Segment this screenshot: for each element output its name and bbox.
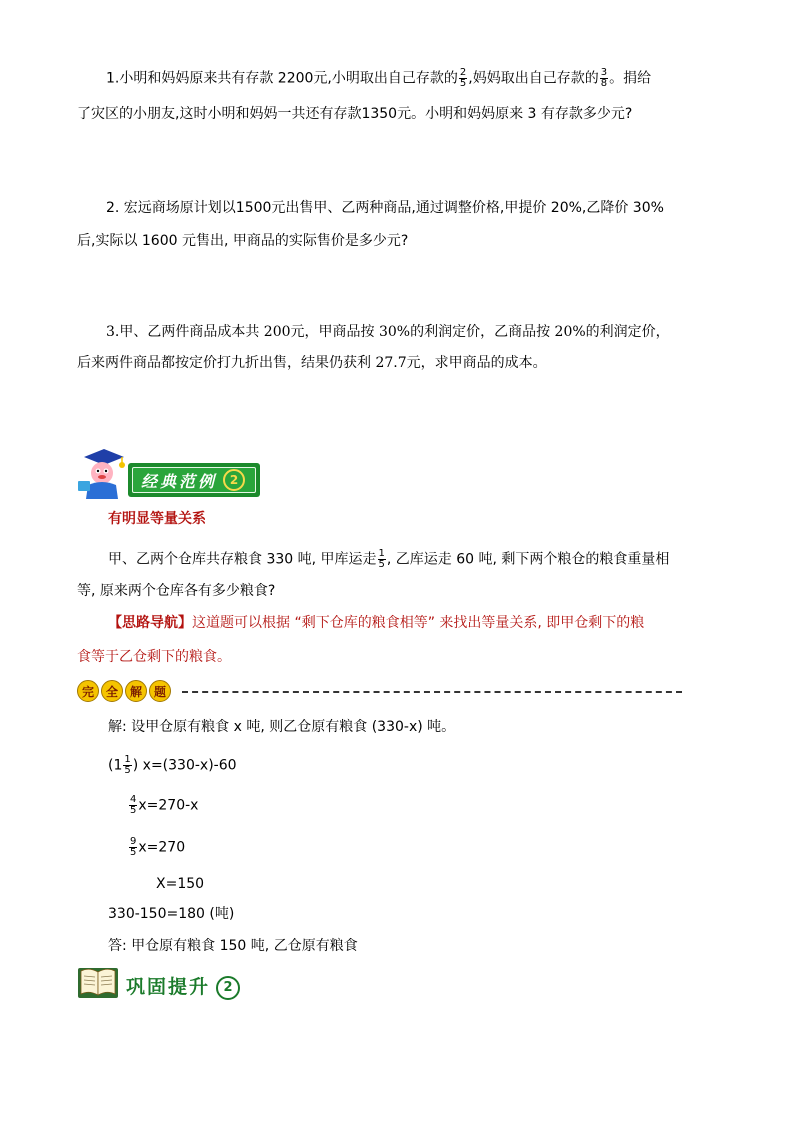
example-question-text-b: , 乙库运走 60 吨, 剩下两个粮仓的粮食重量相 [386, 551, 670, 568]
equation-3: $\frac{9}{5}$ x=270 [130, 836, 186, 858]
equation-2: $\frac{4}{5}$ x=270-x [130, 794, 199, 816]
fraction-eq1: $\frac{1}{5}$ [124, 754, 131, 776]
divider-dashed [182, 691, 682, 693]
mascot-graduate-icon [74, 445, 128, 499]
hint-line-1 [108, 616, 644, 630]
badge-char-4: 题 [149, 680, 171, 702]
practice-number: 2 [216, 976, 240, 1000]
problem-2-line-1: 2. 宏远商场原计划以1500元出售甲、乙两种商品,通过调整价格,甲提价 20%,乙降价 30% [106, 200, 664, 216]
fraction-eq3: $\frac{9}{5}$ [130, 836, 137, 858]
problem-3-line-2: 后来两件商品都按定价打九折出售，结果仍获利 27.7元，求甲商品的成本。 [77, 355, 547, 371]
problem-1-text-b: ,妈妈取出自己存款的 [468, 70, 599, 87]
badge-char-1: 完 [77, 680, 99, 702]
solution-line-1: 解: 设甲仓原有粮食 x 吨, 则乙仓原有粮食 (330-x) 吨。 [108, 719, 456, 735]
answer-line: 答: 甲仓原有粮食 150 吨, 乙仓原有粮食 [108, 938, 358, 954]
equation-1: (1 $\frac{1}{5}$ ) x=(330-x)-60 [108, 754, 237, 776]
badge-char-2: 全 [101, 680, 123, 702]
practice-label: 巩固提升 [126, 976, 211, 998]
equation-4: X=150 [156, 876, 205, 892]
example-banner-label: 经典范例 [141, 471, 218, 491]
problem-1-line-2: 了灾区的小朋友,这时小明和妈妈一共还有存款1350元。小明和妈妈原来 3 有存款多少元? [77, 106, 633, 122]
hint-text-a: 这道题可以根据 “剩下仓库的粮食相等” 来找出等量关系, 即甲仓剩下的粮 [192, 615, 645, 631]
equation-5: 330-150=180 (吨) [108, 906, 235, 922]
hint-line-2: 食等于乙仓剩下的粮食。 [77, 649, 231, 665]
practice-heading [126, 972, 240, 1000]
hint-label: 【思路导航】 [108, 615, 192, 631]
problem-1-text-a: 1.小明和妈妈原来共有存款 2200元,小明取出自己存款的 [106, 70, 458, 87]
example-question-line-2: 等, 原来两个仓库各有多少粮食? [77, 583, 276, 599]
full-solution-badge [77, 680, 179, 702]
example-question-line-1 [108, 549, 669, 570]
fraction-two-fifths: $\frac{2}{5}$ [459, 67, 467, 89]
fraction-eq2: $\frac{4}{5}$ [130, 794, 137, 816]
example-subtitle: 有明显等量关系 [108, 511, 206, 527]
fraction-three-eighths: $\frac{3}{8}$ [600, 67, 608, 89]
example-banner-number: 2 [223, 469, 245, 491]
problem-2-line-2: 后,实际以 1600 元售出, 甲商品的实际售价是多少元? [77, 233, 409, 249]
example-banner [128, 463, 260, 497]
problem-3-line-1: 3.甲、乙两件商品成本共 200元，甲商品按 30%的利润定价，乙商品按 20%的利润定价， [106, 324, 670, 340]
problem-1-line-1 [106, 68, 651, 89]
open-book-icon [77, 965, 119, 999]
fraction-one-fifth: $\frac{1}{5}$ [378, 548, 385, 570]
badge-char-3: 解 [125, 680, 147, 702]
problem-1-text-c: 。捐给 [609, 70, 652, 87]
example-question-text-a: 甲、乙两个仓库共存粮食 330 吨, 甲库运走 [108, 551, 377, 568]
